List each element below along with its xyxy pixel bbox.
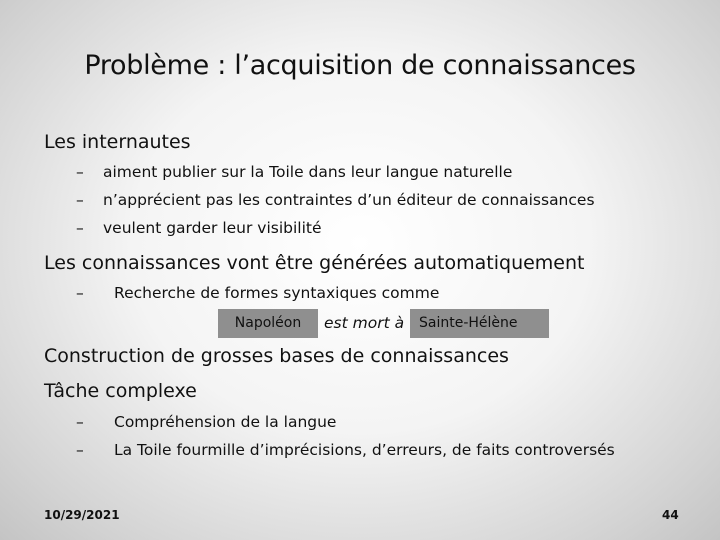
section-heading-generation: Les connaissances vont être générées automatiquement: [44, 252, 585, 274]
section-heading-tache: Tâche complexe: [44, 380, 197, 402]
bullet-item: veulent garder leur visibilité: [103, 219, 322, 237]
bullet-item: Recherche de formes syntaxiques comme: [114, 284, 440, 302]
slide-title: Problème : l’acquisition de connaissances: [84, 50, 636, 81]
bullet-dash: –: [76, 441, 84, 459]
example-subject-box: Napoléon: [218, 309, 318, 338]
example-object-box: Sainte-Hélène: [410, 309, 549, 338]
bullet-item: n’apprécient pas les contraintes d’un éditeur de connaissances: [103, 191, 595, 209]
section-heading-internautes: Les internautes: [44, 131, 191, 153]
bullet-dash: –: [76, 191, 84, 209]
bullet-dash: –: [76, 284, 84, 302]
bullet-item: Compréhension de la langue: [114, 413, 337, 431]
bullet-dash: –: [76, 219, 84, 237]
bullet-item: La Toile fourmille d’imprécisions, d’erreurs, de faits controversés: [114, 441, 615, 459]
bullet-item: aiment publier sur la Toile dans leur langue naturelle: [103, 163, 513, 181]
footer-date: 10/29/2021: [44, 508, 120, 522]
bullet-dash: –: [76, 413, 84, 431]
section-heading-construction: Construction de grosses bases de connaissances: [44, 345, 509, 367]
footer-page-number: 44: [662, 508, 679, 522]
bullet-dash: –: [76, 163, 84, 181]
example-relation: est mort à: [324, 314, 405, 332]
